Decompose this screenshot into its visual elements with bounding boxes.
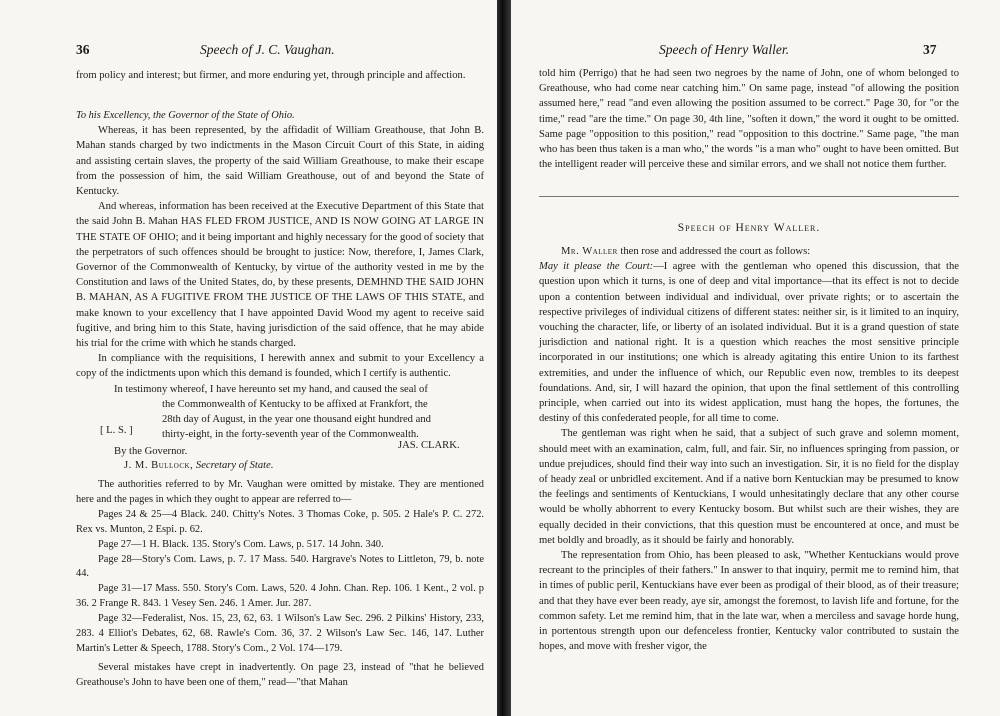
by-governor: By the Governor. xyxy=(114,446,188,457)
mistakes-paragraph: Several mistakes have crept in inadvertently. On page 23, instead of "that he believed Greathouse's John to have been one of them," read—"that Mahan xyxy=(76,661,484,688)
speech-intro-text: then rose and addressed the court as follows: xyxy=(617,246,811,257)
right-page xyxy=(511,0,1000,716)
page-number: 36 xyxy=(76,42,90,57)
errata-continuation xyxy=(539,66,959,172)
testimony-line-1: In testimony whereof, I have hereunto set my hand, and caused the seal of xyxy=(114,383,428,395)
opening-text xyxy=(76,68,484,83)
speech-opening xyxy=(539,259,959,426)
speech-opening-text: —I agree with the gentleman who opened this discussion, that the question upon which it turns, is one of deep and vital importance—that its effect is not to decide upon a contention between individual and individual, over private rights; or to ascertain the respective privileges of individual citizens of different states: neither sir, is it limited to an inquiry, vouching the character, life, or liberty of an isolated individual. But it is a grand question of state jurisdiction and national right. It is a question which reaches the most sensitive principle incorporated in our institutions; one which is already agitating this entire Union to its farthest extremities, and under the influence of which, our Republic even now, trembles to its deepest foundations. And, sir, I will hazard the opinion, that upon the final settlement of this controlling principle, when carried out into its widest application, must hang the hopes, the fortunes, the destiny of this confederated people, for all time to come. xyxy=(539,261,959,425)
speech-paragraph: The representation from Ohio, has been pleased to ask, "Whether Kentuckians would prove recreant to the principles of their fathers." In answer to that inquiry, permit me to remind him, that in times of public peril, Kentuckians have ever been as prodigal of their blood, as of their treasure; and that they have ever been ready, aye sir, amongst the foremost, to lavish life and fortune, for the common safety. Let me remind him, that in the late war, when a merciless and savage horde hung, in portentous strength upon our defenceless frontier, Kentucky valor contributed to sustain the hopes, and move with fresher vigor, the xyxy=(539,550,959,653)
left-page xyxy=(0,0,497,716)
secretary-line xyxy=(124,460,273,471)
whereas-paragraph: Whereas, it has been represented, by the affidadit of William Greathouse, that John B. Mahan stands charged by two indictments in the Mason Circuit Court of this State, in aiding and assisting certain slaves, the property of the said William Greathouse, to make their escape from the possession of him, the said William Greathouse, out of and beyond the State of Kentucky. xyxy=(76,125,484,198)
reference-line: Page 27—1 H. Black. 135. Story's Com. Laws, p. 517. 14 John. 340. xyxy=(98,538,384,550)
section-divider xyxy=(539,196,959,197)
opening-paragraph: from policy and interest; but firmer, and more enduring yet, through principle and affection. xyxy=(76,70,466,81)
reference-line: Page 31—17 Mass. 550. Story's Com. Laws, 520. 4 John. Chan. Rep. 106. 1 Kent., 2 vol. p 36. 2 Frange R. 843. 1 Vesey Sen. 246. 1 Amer. Jur. 287. xyxy=(76,583,484,610)
governor-signature: JAS. CLARK. xyxy=(398,440,460,451)
waller-speech xyxy=(539,244,959,654)
speaker-name: Mr. Waller xyxy=(561,246,618,257)
authorities-section xyxy=(76,478,484,691)
testimony-line-3: 28th day of August, in the year one thousand eight hundred and xyxy=(162,414,431,426)
testimony-line-4: thirty-eight, in the forty-seventh year of the Commonwealth. xyxy=(162,429,419,441)
testimony-line-2: the Commonwealth of Kentucky to be affixed at Frankfort, the xyxy=(162,398,428,410)
reference-line: Page 28—Story's Com. Laws, p. 7. 17 Mass. 540. Hargrave's Notes to Littleton, 79, b. note 44. xyxy=(76,553,484,580)
seal-mark: [ L. S. ] xyxy=(100,425,133,436)
section-title: Speech of Henry Waller. xyxy=(677,222,821,234)
running-head: Speech of J. C. Vaughan. xyxy=(200,42,335,57)
proclamation xyxy=(76,108,484,442)
salutation: May it please the Court: xyxy=(539,261,654,273)
compliance-paragraph: In compliance with the requisitions, I herewith annex and submit to your Excellency a copy of the indictments upon which this demand is founded, which I certify is authentic. xyxy=(76,353,484,380)
speech-paragraph: The gentleman was right when he said, that a subject of such grave and solemn moment, should meet with an examination, calm, full, and fair. Sir, no influences springing from passion, or undue prejudices, should find their way into such an investigation. Sir, it is no field for the display of heady zeal or unbridled excitement. And if a native born Kentuckian may be presumed to know the feelings and sentiments of Kentuckians, I would unhesitatingly declare that any other course would be wholly abhorrent to every Kentucky bosom. But whilst such are their wishes, they are equally decided in their convictions, that this question must be encountered at once, and must be met boldly and broadly, as it should be fairly and honorably. xyxy=(539,428,959,546)
authorities-intro: The authorities referred to by Mr. Vaughan were omitted by mistake. They are mentioned here and the pages in which they ought to appear are referred to— xyxy=(76,479,484,505)
reference-line: Pages 24 & 25—4 Black. 240. Chitty's Notes. 3 Thomas Coke, p. 505. 2 Hale's P. C. 272. Rex vs. Munton, 2 Espi. p. 62. xyxy=(76,508,484,535)
book-gutter xyxy=(497,0,511,716)
reference-line: Page 32—Federalist, Nos. 15, 23, 62, 63. 1 Wilson's Law Sec. 296. 2 Pilkins' History, 233, 283. 4 Elliot's Debates, 62, 68. Rawle's Com. 36, 37. 2 Wilson's Law Sec. 146, 147. Luther Martin's Letter & Speech, 1788. Story's Com., 2 Vol. 174—179. xyxy=(76,613,484,654)
secretary-name: J. M. Bullock, xyxy=(124,460,194,471)
speech-intro xyxy=(539,244,959,259)
running-head: Speech of Henry Waller. xyxy=(659,42,789,57)
demand-paragraph: And whereas, information has been received at the Executive Department of this State that the said John B. Mahan HAS FLED FROM JUSTICE, AND IS NOW GOING AT LARGE IN THE STATE OF OHIO; and it being important and highly necessary for the good of society that the perpetrators of such offences should be brought to justice: Now, therefore, I, James Clark, Governor of the Commonwealth of Kentucky, by virtue of the authority vested in me by the Constitution and laws of the United States, do, by these presents, DEMHND THE SAID JOHN B. MAHAN, AS A FUGITIVE FROM THE JUSTICE OF THE LAWS OF THIS STATE, and make known to your excellency that I have appointed David Wood my agent to receive said fugitive, and bring him to this State, having jurisdiction of the said offence, that he may abide his trial for the crime with which he stands charged. xyxy=(76,201,484,350)
secretary-title: Secretary of State. xyxy=(195,460,274,471)
continuation-paragraph: told him (Perrigo) that he had seen two negroes by the name of John, one of whom belonged to Greathouse, who had come near catching him." On same page, instead "of allowing the position assumed here," read "and even allowing the position assumed to be correct." Page 30, for "or the time," read "are the time." On page 30, 4th line, "soften it down," the word it ought to be omitted. Same page "opposition to this position," read "opposition to this doctrine." Same page, "the man who has been thus taken is a man who," the words "is a man who" ought to have been omitted. But the intelligent reader will perceive these and similar errors, and we shall not notice them further. xyxy=(539,68,959,171)
address-line: To his Excellency, the Governor of the State of Ohio. xyxy=(76,110,295,121)
page-number: 37 xyxy=(923,42,937,57)
